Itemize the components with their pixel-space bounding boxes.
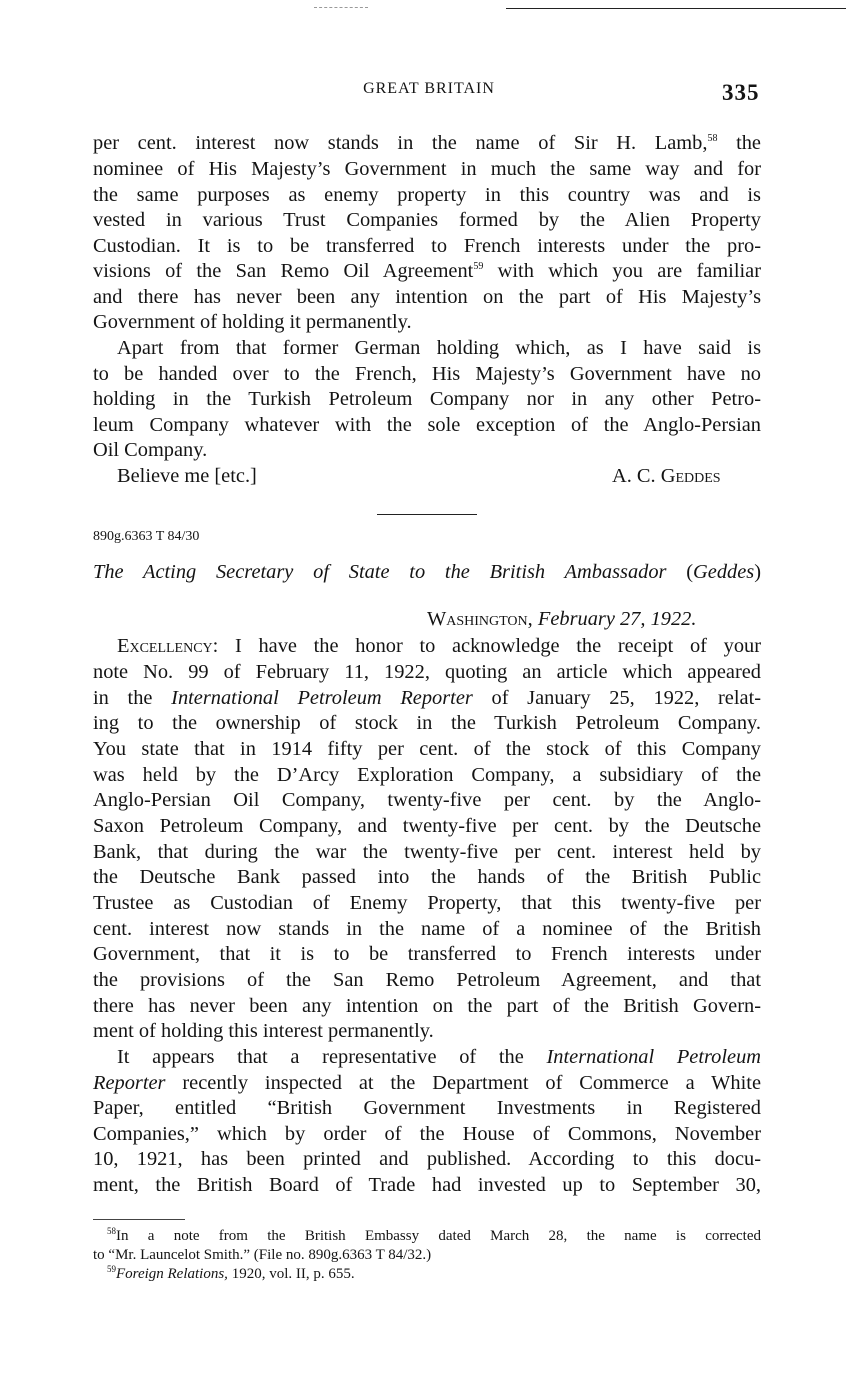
text-line: Paper, entitled “British Government Investments in Registered [93,1097,761,1119]
text-line: Reporter recently inspected at the Department of Commerce a White [93,1072,761,1094]
text-line: Oil Company. [93,439,208,461]
text-line: 10, 1921, has been printed and published. According to this docu- [93,1148,761,1170]
text-line: cent. interest now stands in the name of a nominee of the British [93,918,761,940]
text-line: nominee of His Majesty’s Government in much the same way and for [93,158,761,180]
text-line: Custodian. It is to be transferred to French interests under the pro- [93,235,761,257]
text-line: Government of holding it permanently. [93,311,412,333]
text-line: the same purposes as enemy property in this country was and is [93,184,761,206]
salutation: Excellency [117,635,213,657]
text-line: Government, that it is to be transferred to French interests under [93,943,761,965]
text-line: Trustee as Custodian of Enemy Property, that this twenty-five per [93,892,761,914]
text-line: the provisions of the San Remo Petroleum Agreement, and that [93,969,761,991]
dateline: Washington, February 27, 1922. [427,608,697,630]
section-divider [377,514,477,515]
signature: A. C. Geddes [612,465,721,487]
text-line: Saxon Petroleum Company, and twenty-five per cent. by the Deutsche [93,815,761,837]
text-line: vested in various Trust Companies formed by the Alien Property [93,209,761,231]
text-line: in the International Petroleum Reporter of January 25, 1922, relat- [93,687,762,709]
text-line: ment of holding this interest permanently. [93,1020,434,1042]
text-line: Anglo-Persian Oil Company, twenty-five per cent. by the Anglo- [93,789,761,811]
text-line: was held by the D’Arcy Exploration Company, a subsidiary of the [93,764,761,786]
closing: Believe me [etc.] [117,465,257,487]
footnote-ref-59[interactable]: 59 [473,261,484,273]
text-line: It appears that a representative of the International Petroleum [117,1046,762,1068]
file-number: 890g.6363 T 84/30 [93,529,200,544]
footnote-58: $^{58}$In a note from the British Embassy dated March 28, the name is corrected [107,1226,761,1244]
text-line: Bank, that during the war the twenty-five per cent. interest held by [93,841,761,863]
running-head: GREAT BRITAIN [363,80,495,97]
text-line: Apart from that former German holding which, as I have said is [117,337,761,359]
text-line: Excellency: I have the honor to acknowledge the receipt of your [117,635,761,657]
footnote-rule [93,1219,185,1220]
footnote-59: $^{59}$Foreign Relations, 1920, vol. II, p. 655. [107,1264,355,1282]
text-line: holding in the Turkish Petroleum Company nor in any other Petro- [93,388,761,410]
footnote-ref-58[interactable]: 58 [707,133,718,145]
text-line: Companies,” which by order of the House of Commons, November [93,1123,761,1145]
text-line: ing to the ownership of stock in the Turkish Petroleum Company. [93,712,761,734]
top-scan-mark [314,7,368,8]
footnote-58-cont: to “Mr. Launcelot Smith.” (File no. 890g.6363 T 84/32.) [93,1247,432,1263]
document-title: The Acting Secretary of State to the British Ambassador (Geddes) [93,561,761,583]
top-rule [506,8,846,9]
text-line: leum Company whatever with the sole exception of the Anglo-Persian [93,414,761,436]
text-line: there has never been any intention on the part of the British Govern- [93,995,761,1017]
text-line: note No. 99 of February 11, 1922, quoting an article which appeared [93,661,761,683]
text-line: You state that in 1914 fifty per cent. of the stock of this Company [93,738,761,760]
text-line: ment, the British Board of Trade had invested up to September 30, [93,1174,761,1196]
text-line: to be handed over to the French, His Majesty’s Government have no [93,363,761,385]
text-line: visions of the San Remo Oil Agreement$^{59}$ with which you are familiar [93,260,762,282]
text-line: and there has never been any intention on the part of His Majesty’s [93,286,761,308]
page-number: 335 [722,80,760,105]
text-line: the Deutsche Bank passed into the hands of the British Public [93,866,761,888]
text-line: per cent. interest now stands in the name of Sir H. Lamb,$^{58}$ the [93,132,761,154]
